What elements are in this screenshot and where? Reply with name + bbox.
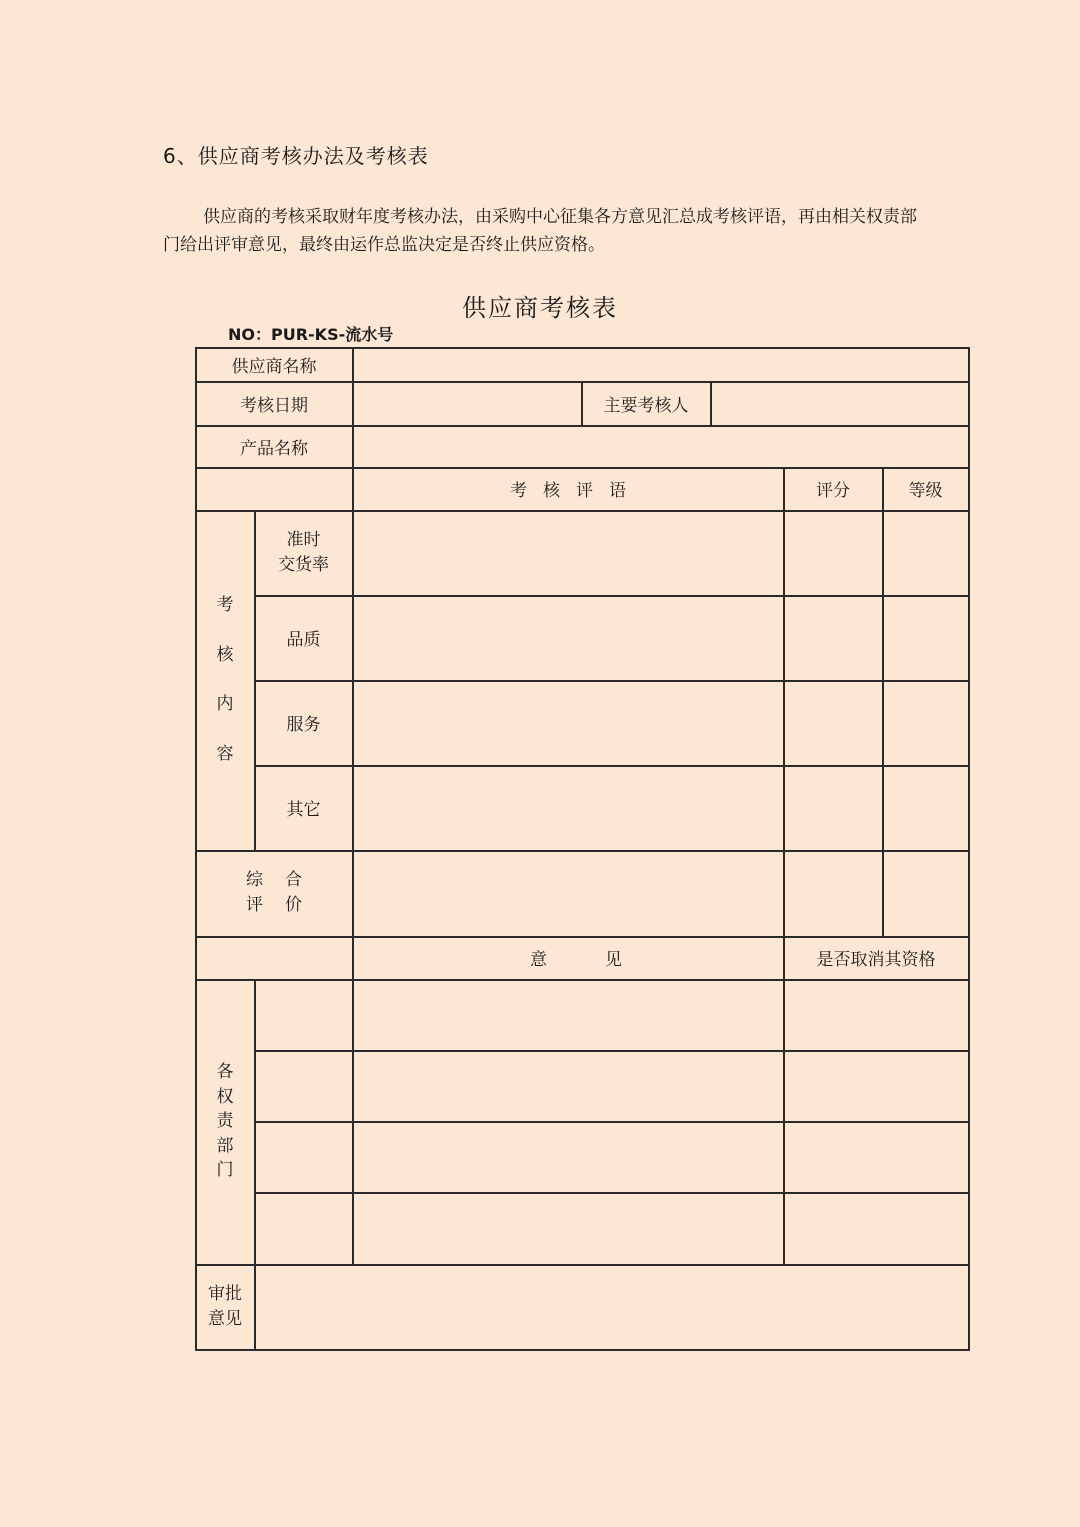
assessment-content-char: 考 bbox=[216, 595, 234, 615]
assess-date-field[interactable] bbox=[353, 382, 581, 425]
overall-evaluation-char: 价 bbox=[285, 895, 302, 915]
product-name-label: 产品名称 bbox=[240, 438, 308, 459]
score-header: 评分 bbox=[816, 481, 850, 501]
comment-header: 考核评语 bbox=[510, 481, 642, 501]
overall-evaluation-row2 bbox=[246, 893, 302, 918]
table-rule bbox=[255, 1050, 970, 1052]
grade-header: 等级 bbox=[908, 481, 943, 501]
supplier-name-label: 供应商名称 bbox=[231, 356, 317, 377]
assessment-content-char: 核 bbox=[216, 644, 234, 665]
approval-line2: 意见 bbox=[208, 1308, 242, 1329]
section-paragraph: 供应商的考核采取财年度考核办法，由采购中心征集各方意见汇总成考核评语，再由相关权责部门给出评审意见，最终由运作总监决定是否终止供应资格。 bbox=[163, 207, 917, 255]
form-title: 供应商考核表 bbox=[462, 294, 618, 322]
section-heading: 6、供应商考核办法及考核表 bbox=[163, 144, 429, 168]
department-char: 门 bbox=[216, 1160, 234, 1181]
opinion-header-text: 意见 bbox=[530, 950, 680, 970]
table-border-right bbox=[968, 347, 970, 1351]
main-assessor-field[interactable] bbox=[711, 382, 968, 425]
assess-date-label: 考核日期 bbox=[240, 395, 308, 416]
assessment-content-label bbox=[196, 510, 254, 850]
department-char: 权 bbox=[216, 1086, 234, 1107]
approval-opinion-field[interactable] bbox=[256, 1265, 968, 1349]
department-char: 责 bbox=[216, 1111, 234, 1132]
approval-opinion-label bbox=[196, 1264, 254, 1349]
table-rule bbox=[255, 1121, 970, 1123]
assessment-content-char: 容 bbox=[216, 743, 234, 764]
product-name-field[interactable] bbox=[353, 426, 968, 467]
approval-line1: 审批 bbox=[208, 1283, 242, 1304]
form-number: NO：PUR-KS-流水号 bbox=[228, 325, 394, 344]
service-label: 服务 bbox=[286, 715, 321, 735]
overall-evaluation-char: 评 bbox=[246, 895, 263, 915]
table-rule bbox=[255, 765, 970, 767]
ontime-delivery-label bbox=[255, 510, 352, 595]
overall-evaluation-label bbox=[196, 850, 352, 936]
overall-evaluation-char: 综 bbox=[246, 870, 263, 890]
table-rule bbox=[882, 467, 884, 936]
table-rule bbox=[196, 979, 970, 981]
responsible-departments-label bbox=[196, 979, 254, 1264]
cancel-qualification-header: 是否取消其资格 bbox=[816, 950, 936, 970]
main-assessor-label: 主要考核人 bbox=[603, 395, 689, 416]
table-border-bottom bbox=[196, 1349, 970, 1351]
opinion-header bbox=[353, 936, 783, 979]
department-char: 部 bbox=[216, 1135, 234, 1156]
overall-evaluation-row1 bbox=[246, 868, 302, 893]
table-rule bbox=[255, 595, 970, 597]
table-rule bbox=[255, 680, 970, 682]
ontime-delivery-line1: 准时 bbox=[286, 529, 321, 550]
assessment-content-char: 内 bbox=[216, 694, 234, 714]
table-rule bbox=[255, 1192, 970, 1194]
quality-label: 品质 bbox=[286, 630, 321, 650]
department-char: 各 bbox=[216, 1062, 234, 1083]
other-label: 其它 bbox=[286, 800, 321, 820]
ontime-delivery-line2: 交货率 bbox=[278, 554, 329, 575]
supplier-name-field[interactable] bbox=[353, 348, 968, 381]
overall-evaluation-char: 合 bbox=[285, 870, 302, 890]
table-rule bbox=[783, 467, 785, 1264]
